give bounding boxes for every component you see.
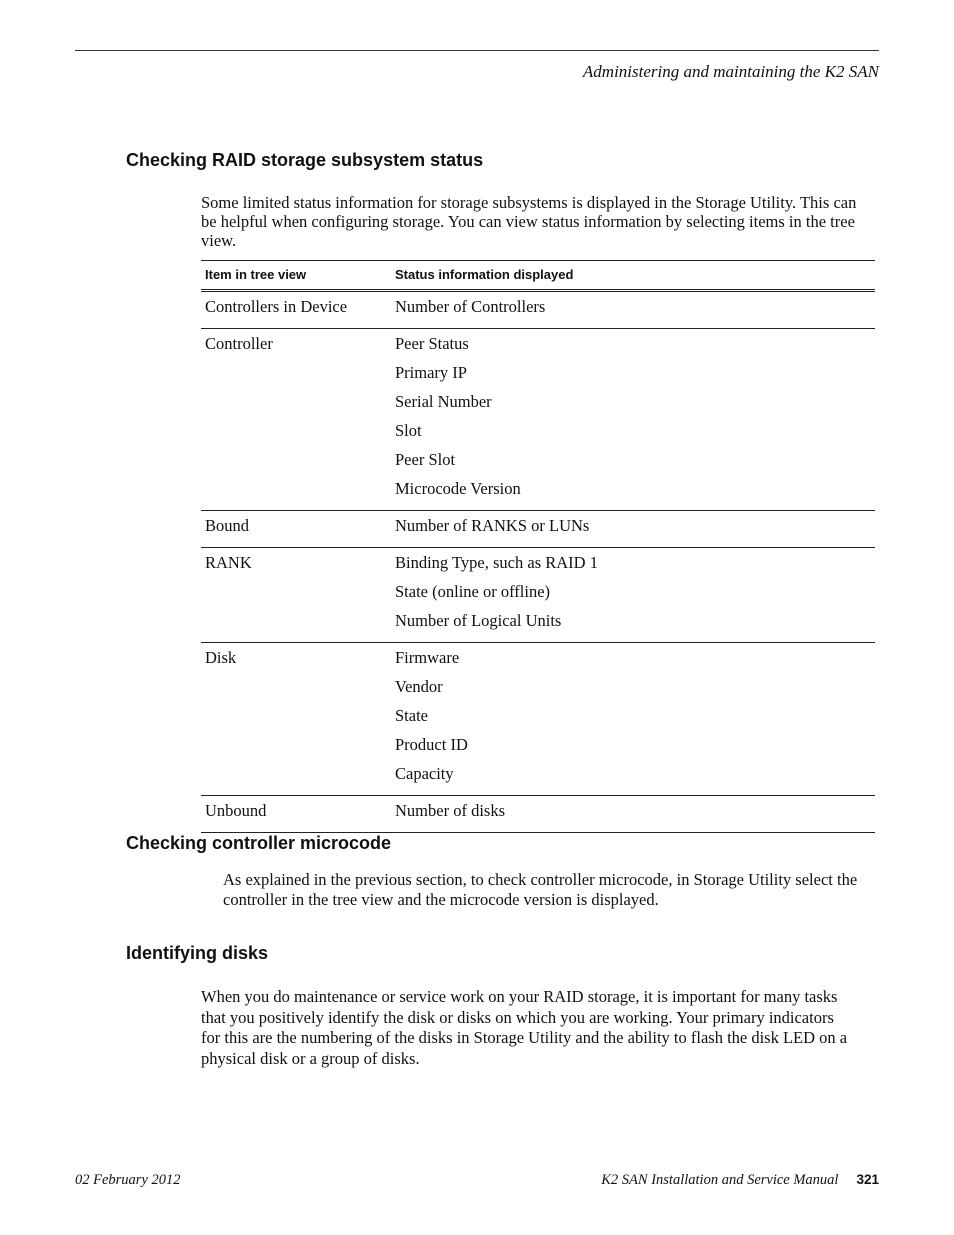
paragraph-line: be helpful when configuring storage. You can view status information by selecting items in the tree <box>201 212 855 231</box>
paragraph-line: that you positively identify the disk or disks on which you are working. Your primary indicators <box>201 1007 834 1027</box>
page-number: 321 <box>856 1172 879 1187</box>
paragraph-identifying-disks <box>201 987 881 1069</box>
table-header-row <box>201 261 875 291</box>
status-info-cell: Firmware <box>395 648 460 667</box>
section-heading-raid-status: Checking RAID storage subsystem status <box>126 150 484 170</box>
status-info-cell: Number of Controllers <box>395 297 546 316</box>
paragraph-line: view. <box>201 231 237 250</box>
paragraph-line: for this are the numbering of the disks in Storage Utility and the ability to flash the disk LED on a <box>201 1028 848 1047</box>
paragraph-line: When you do maintenance or service work on your RAID storage, it is important for many tasks <box>201 987 838 1006</box>
status-info-cell: Capacity <box>395 764 454 783</box>
tree-item-cell: RANK <box>205 553 252 572</box>
paragraph-line: Some limited status information for storage subsystems is displayed in the Storage Utility. This can <box>201 193 857 212</box>
paragraph-raid-status <box>201 193 881 250</box>
table-row <box>201 796 875 833</box>
header-rule <box>75 50 879 51</box>
footer-right <box>601 1172 879 1189</box>
status-info-cell: Slot <box>395 421 422 440</box>
footer-manual-title: K2 SAN Installation and Service Manual <box>601 1172 839 1188</box>
tree-item-cell: Bound <box>205 516 250 535</box>
table-row <box>201 511 875 548</box>
status-info-cell: Number of Logical Units <box>395 611 562 630</box>
status-info-cell: Serial Number <box>395 392 492 411</box>
table-row <box>201 329 875 511</box>
status-info-cell: State (online or offline) <box>395 582 551 601</box>
tree-item-cell: Controller <box>205 334 273 353</box>
tree-item-cell: Disk <box>205 648 237 667</box>
status-info-cell: Number of disks <box>395 801 505 820</box>
running-header: Administering and maintaining the K2 SAN <box>582 62 879 81</box>
paragraph-line: controller in the tree view and the microcode version is displayed. <box>223 890 659 909</box>
paragraph-microcode <box>223 870 883 910</box>
paragraph-line: physical disk or a group of disks. <box>201 1048 420 1068</box>
status-info-cell: Peer Slot <box>395 450 456 469</box>
tree-item-cell: Unbound <box>205 801 267 820</box>
status-info-cell: Primary IP <box>395 363 467 382</box>
status-info-cell: State <box>395 706 428 725</box>
section-heading-microcode: Checking controller microcode <box>126 833 392 853</box>
column-header-status: Status information displayed <box>391 261 875 291</box>
status-info-cell: Peer Status <box>395 334 469 353</box>
status-table <box>201 260 875 833</box>
table-row <box>201 291 875 329</box>
status-info-cell: Microcode Version <box>395 479 521 498</box>
paragraph-line: As explained in the previous section, to check controller microcode, in Storage Utility select the <box>223 870 858 889</box>
table-row <box>201 548 875 643</box>
section-heading-identifying-disks: Identifying disks <box>126 943 269 963</box>
status-info-cell: Number of RANKS or LUNs <box>395 516 590 535</box>
tree-item-cell: Controllers in Device <box>205 297 348 316</box>
column-header-item: Item in tree view <box>201 261 391 291</box>
status-info-cell: Vendor <box>395 677 443 696</box>
status-info-cell: Product ID <box>395 735 468 754</box>
status-info-cell: Binding Type, such as RAID 1 <box>395 553 598 572</box>
table-row <box>201 643 875 796</box>
footer-date: 02 February 2012 <box>75 1172 181 1188</box>
